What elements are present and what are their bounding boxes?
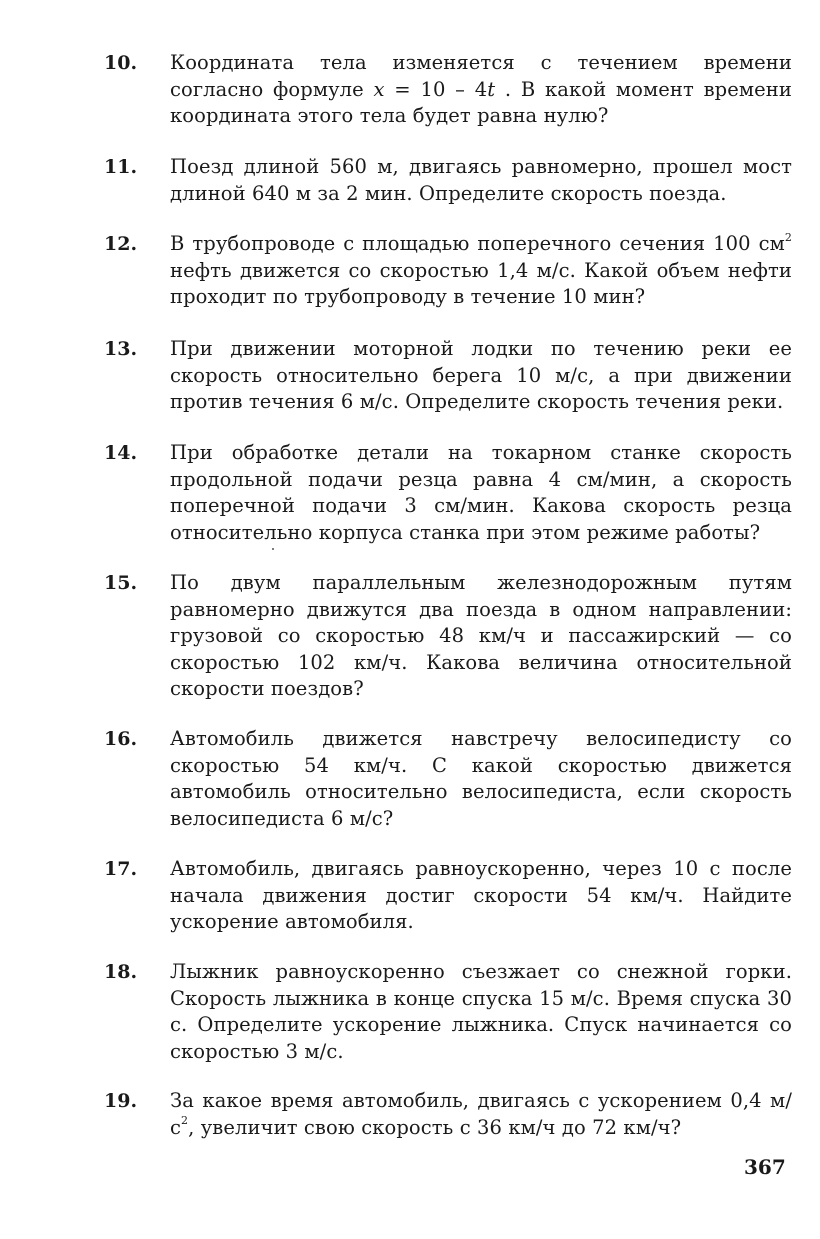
problem-number: 13. — [104, 338, 138, 360]
problem-text: Автомобиль, двигаясь равноускоренно, через 10 с после начала движения достиг скорости 54 км/ч. Найдите ускорение автомобиля. — [170, 857, 792, 933]
problem-number: 16. — [104, 728, 138, 750]
problem-text: В трубопроводе с площадью поперечного сечения 100 $см^2$ нефть движется со скоростью 1,4 м/с. Какой объем нефти проходит по трубопроводу в течение 10 мин? — [170, 230, 792, 308]
problem-number: 19. — [104, 1090, 138, 1112]
problem-number: 18. — [104, 961, 138, 983]
problem-text: Автомобиль движется навстречу велосипедисту со скоростью 54 км/ч. С какой скоростью движется автомобиль относительно велосипедиста, если скорость велосипедиста 6 м/с? — [170, 727, 792, 830]
problem-15 — [104, 570, 792, 703]
problem-number: 17. — [104, 858, 138, 880]
print-speck — [272, 548, 274, 550]
problem-10 — [104, 50, 792, 130]
problem-19 — [104, 1088, 792, 1141]
problem-number: 15. — [104, 572, 138, 594]
problem-12 — [104, 231, 792, 311]
problem-17 — [104, 856, 792, 936]
page-number: 367 — [744, 1155, 786, 1179]
problem-text: Лыжник равноускоренно съезжает со снежной горки. Скорость лыжника в конце спуска 15 м/с. Время спуска 30 с. Определите ускорение лыжника. Спуск начинается со скоростью 3 м/с. — [170, 960, 792, 1063]
problem-13 — [104, 336, 792, 416]
problem-number: 10. — [104, 52, 138, 74]
problem-text: Поезд длиной 560 м, двигаясь равномерно, прошел мост длиной 640 м за 2 мин. Определите скорость поезда. — [170, 155, 792, 205]
problem-text: За какое время автомобиль, двигаясь с ускорением 0,4 $м/с^2$, увеличит свою скорость с 36 км/ч до 72 км/ч? — [170, 1089, 792, 1139]
problem-text: Координата тела изменяется с течением времени согласно формуле x = 10 – 4t . В какой момент времени координата этого тела будет равна нулю? — [170, 51, 792, 127]
problem-14 — [104, 440, 792, 546]
problem-11 — [104, 154, 792, 207]
problem-text: При движении моторной лодки по течению реки ее скорость относительно берега 10 м/с, а при движении против течения 6 м/с. Определите скорость течения реки. — [170, 337, 792, 413]
problem-18 — [104, 959, 792, 1065]
problem-number: 11. — [104, 156, 138, 178]
problem-number: 14. — [104, 442, 138, 464]
problem-text: При обработке детали на токарном станке скорость продольной подачи резца равна 4 см/мин, а скорость поперечной подачи 3 см/мин. Какова скорость резца относительно корпуса станка при этом режиме работы? — [170, 441, 792, 544]
problem-number: 12. — [104, 233, 138, 255]
problem-16 — [104, 726, 792, 832]
problem-text: По двум параллельным железнодорожным путям равномерно движутся два поезда в одном направлении: грузовой со скоростью 48 км/ч и пассажирский — со скоростью 102 км/ч. Какова величина относительной скорости поездов? — [170, 571, 792, 700]
